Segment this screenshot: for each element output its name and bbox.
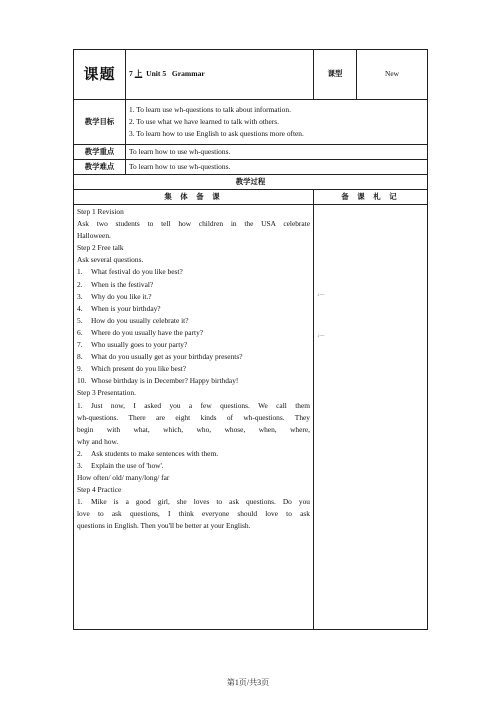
process-content [74, 205, 314, 630]
type-label-cell [314, 50, 357, 100]
question-item: 2. When is the festival? [77, 279, 154, 289]
step2-intro: Ask several questions. [77, 255, 144, 265]
title-label: 课题 [83, 65, 116, 83]
presentation-text: wh-questions. There are eight kinds of wh-questions. They [77, 412, 310, 422]
notes-mark: ↓— [317, 293, 325, 298]
objectives-row [74, 100, 428, 145]
step3-title: Step 3 Presentation. [77, 388, 136, 398]
title-label-cell [74, 50, 126, 100]
difficult-point-row [74, 160, 428, 175]
presentation-item: 3. Explain the use of 'how'. [77, 460, 164, 470]
presentation-text: why and how. [77, 436, 119, 446]
objective-item: 3. To learn how to use English to ask questions more often. [129, 129, 304, 139]
topic-grade: 7 [129, 69, 133, 79]
step2-title: Step 2 Free talk [77, 243, 124, 253]
objective-item: 1. To learn use wh-questions to talk about information. [129, 104, 291, 114]
practice-text: love to ask questions, I think everyone should love to ask [77, 509, 310, 519]
objectives-label: 教学目标 [74, 100, 126, 145]
question-item: 1. What festival do you like best? [77, 267, 183, 277]
step1-text: Ask two students to tell how children in the USA celebrate [77, 219, 310, 229]
practice-text: 1. Mike is a good girl, she loves to ask questions. Do you [77, 497, 310, 507]
question-item: 10. Whose birthday is in December? Happy birthday! [77, 376, 239, 386]
step1-title: Step 1 Revision [77, 207, 124, 216]
key-point-value: To learn how to use wh-questions. [126, 145, 428, 160]
difficult-point-value: To learn how to use wh-questions. [126, 160, 428, 175]
key-point-row [74, 145, 428, 160]
notes-mark: ↓— [317, 334, 325, 339]
question-item: 8. What do you usually get as your birthday presents? [77, 352, 243, 362]
type-value: New [385, 69, 399, 79]
objectives-cell [126, 100, 428, 145]
presentation-text: 1. Just now, I asked you a few questions. We call them [77, 400, 310, 410]
presentation-text: begin with what, which, who, whose, when, where, [77, 424, 310, 434]
type-value-cell [357, 50, 428, 100]
process-body-row [74, 205, 428, 630]
step1-text: Halloween. [77, 231, 111, 241]
process-title: 教学过程 [74, 175, 428, 190]
lesson-plan-table [73, 49, 428, 630]
column-header-row [74, 190, 428, 205]
topic-name: Grammar [171, 69, 205, 79]
question-item: 6. Where do you usually have the party? [77, 327, 204, 337]
topic-term: 上 [134, 69, 143, 79]
practice-text: questions in English. Then you'll be better at your English. [77, 521, 251, 531]
title-row [74, 50, 428, 100]
question-item: 7. Who usually goes to your party? [77, 340, 188, 350]
presentation-item: 2. Ask students to make sentences with them. [77, 448, 219, 458]
column-left-header: 集 体 备 课 [74, 190, 314, 205]
question-item: 4. When is your birthday? [77, 303, 161, 313]
objective-item: 2. To use what we have learned to talk with others. [129, 116, 279, 126]
question-item: 5. How do you usually celebrate it? [77, 315, 189, 325]
process-title-row [74, 175, 428, 190]
page-footer: 第1页/共3页 [226, 678, 270, 687]
question-item: 3. Why do you like it.? [77, 291, 152, 301]
question-item: 9. Which present do you like best? [77, 364, 187, 374]
topic-unit: Unit 5 [146, 69, 167, 79]
key-point-label: 教学重点 [74, 145, 126, 160]
difficult-point-label: 教学难点 [74, 160, 126, 175]
step4-title: Step 4 Practice [77, 485, 122, 495]
type-label: 课型 [327, 69, 343, 79]
column-right-header: 备 课 札 记 [314, 190, 428, 205]
presentation-text: How often/ old/ many/long/ far [77, 473, 170, 483]
topic-cell [126, 50, 314, 100]
notes-cell [314, 205, 428, 630]
